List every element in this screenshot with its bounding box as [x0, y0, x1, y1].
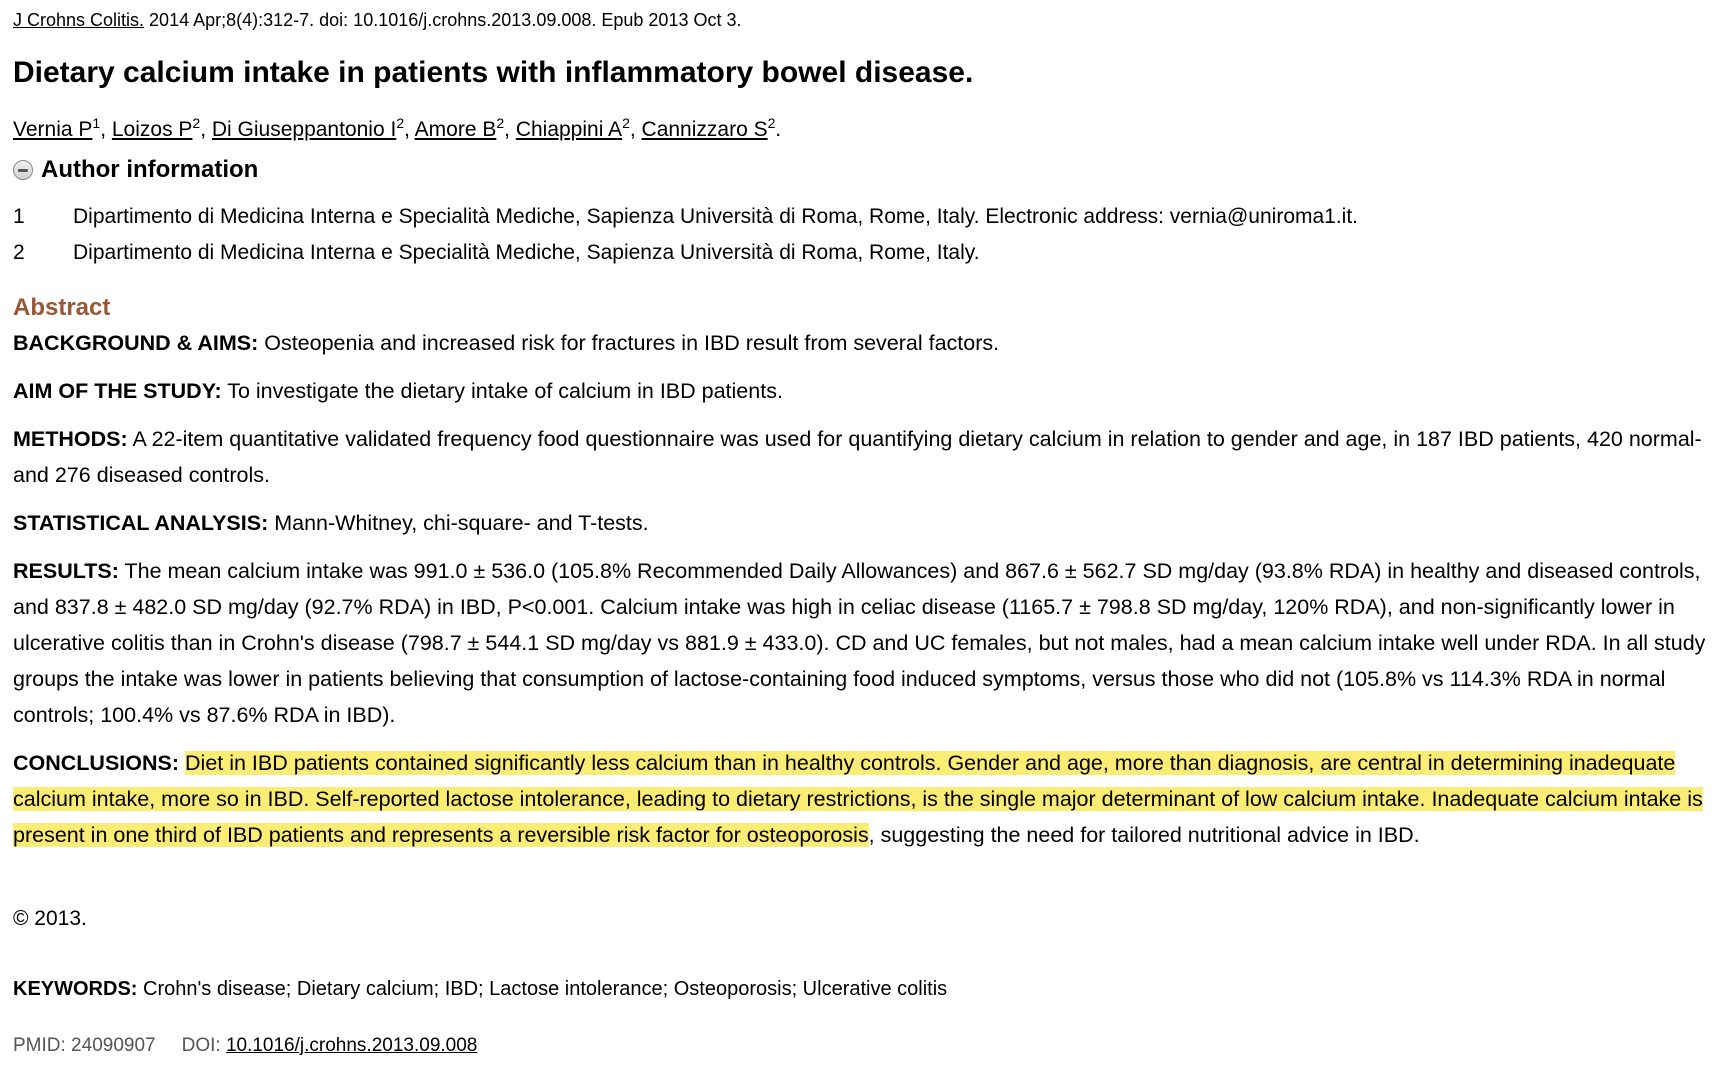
abstract-heading: Abstract: [13, 294, 111, 321]
author-link[interactable]: Loizos P: [111, 118, 193, 141]
abstract-methods: [13, 421, 1713, 493]
author-affiliation-sup: 2: [396, 115, 405, 131]
section-label: STATISTICAL ANALYSIS:: [13, 511, 269, 535]
author-list: Vernia $P^1$, Loizos $P^2$, Di Giuseppantonio $I^2$, Amore $B^2$, Chiappini $A^2$, Cannizzaro $S^2$.: [13, 115, 782, 141]
collapse-minus-icon[interactable]: [13, 160, 33, 180]
citation-line: [13, 9, 741, 31]
author-link[interactable]: Amore B: [414, 118, 497, 141]
affiliation-text: Dipartimento di Medicina Interna e Specialità Mediche, Sapienza Università di Roma, Rome, Italy.: [73, 241, 980, 264]
author-affiliation-sup: 1: [92, 115, 101, 131]
section-text: The mean calcium intake was 991.0 ± 536.0 (105.8% Recommended Daily Allowances) and 867.6 ± 562.7 SD mg/day (93.8% RDA) in healthy and diseased controls, and 837.8 ± 482.0 SD mg/day (92.7% RDA) in IBD, P<0.001. Calcium intake was high in celiac disease (1165.7 ± 798.8 SD mg/day, 120% RDA), and non-significantly lower in ulcerative colitis than in Crohn's disease (798.7 ± 544.1 SD mg/day vs 881.9 ± 433.0). CD and UC females, but not males, had a mean calcium intake well under RDA. In all study groups the intake was lower in patients believing that consumption of lactose-containing food induced symptoms, versus those who did not (105.8% vs 114.3% RDA in normal controls; 100.4% vs 87.6% RDA in IBD).: [13, 559, 1706, 727]
journal-link[interactable]: J Crohns Colitis.: [13, 10, 145, 30]
section-label: CONCLUSIONS:: [13, 751, 180, 775]
section-text: Osteopenia and increased risk for fractures in IBD result from several factors.: [258, 331, 1000, 355]
abstract-aim: [13, 373, 1713, 409]
keywords-line: [13, 976, 947, 1002]
author-information-heading: Author information: [41, 156, 259, 183]
author-link[interactable]: Di Giuseppantonio I: [211, 118, 397, 141]
author-information-toggle[interactable]: [13, 155, 258, 185]
keywords-label: KEYWORDS:: [13, 978, 138, 1000]
author-affiliation-sup: 2: [622, 115, 630, 131]
abstract-conclusions: [13, 745, 1713, 853]
abstract-results: [13, 553, 1713, 733]
affiliation-text: Dipartimento di Medicina Interna e Specialità Mediche, Sapienza Università di Roma, Rome, Italy. Electronic address: vernia@uniroma1.it.: [73, 205, 1359, 228]
author-link[interactable]: Chiappini A: [515, 118, 623, 141]
author-link[interactable]: Vernia P: [13, 118, 93, 141]
section-label: METHODS:: [13, 427, 128, 451]
affiliation-item: [13, 235, 1358, 271]
author-affiliation-sup: 2: [192, 115, 201, 131]
author-link[interactable]: Cannizzaro S: [641, 118, 768, 141]
section-label: RESULTS:: [13, 559, 119, 583]
affiliation-number: 1: [13, 205, 25, 228]
article-title: Dietary calcium intake in patients with inflammatory bowel disease.: [13, 56, 974, 89]
section-text: A 22-item quantitative validated frequency food questionnaire was used for quantifying dietary calcium in relation to gender and age, in 187 IBD patients, 420 normal- and 276 diseased controls.: [13, 427, 1702, 487]
abstract-statistical-analysis: [13, 505, 1713, 541]
pmid-text: PMID: 24090907: [13, 1035, 156, 1056]
section-label: BACKGROUND & AIMS:: [13, 331, 259, 355]
section-text: , suggesting the need for tailored nutritional advice in IBD.: [868, 823, 1420, 847]
section-label: AIM OF THE STUDY:: [13, 379, 222, 403]
affiliation-item: [13, 199, 1358, 235]
author-affiliation-sup: 2: [767, 115, 776, 131]
abstract-body: [13, 325, 1713, 865]
section-text: To investigate the dietary intake of calcium in IBD patients.: [221, 379, 783, 403]
doi-link[interactable]: 10.1016/j.crohns.2013.09.008: [225, 1035, 478, 1056]
keywords-text: Crohn's disease; Dietary calcium; IBD; Lactose intolerance; Osteoporosis; Ulcerative colitis: [137, 978, 948, 1000]
highlighted-text[interactable]: Diet in IBD patients contained significantly less calcium than in healthy controls. Gender and age, more than diagnosis, are central in determining inadequate calcium intake, more so in IBD. Self-reported lactose intolerance, leading to dietary restrictions, is the single major determinant of low calcium intake. Inadequate calcium intake is present in one third of IBD patients and represents a reversible risk factor for osteoporosis: [13, 751, 1703, 847]
citation-details: 2014 Apr;8(4):312-7. doi: 10.1016/j.crohns.2013.09.008. Epub 2013 Oct 3.: [144, 10, 742, 30]
abstract-background: [13, 325, 1713, 361]
section-text: Mann-Whitney, chi-square- and T-tests.: [268, 511, 649, 535]
affiliation-number: 2: [13, 241, 25, 264]
author-affiliation-sup: 2: [496, 115, 505, 131]
article-identifiers: [13, 1034, 477, 1058]
affiliation-list: [13, 199, 1358, 271]
doi-label: DOI:: [181, 1035, 226, 1056]
copyright-notice: © 2013.: [13, 907, 87, 930]
